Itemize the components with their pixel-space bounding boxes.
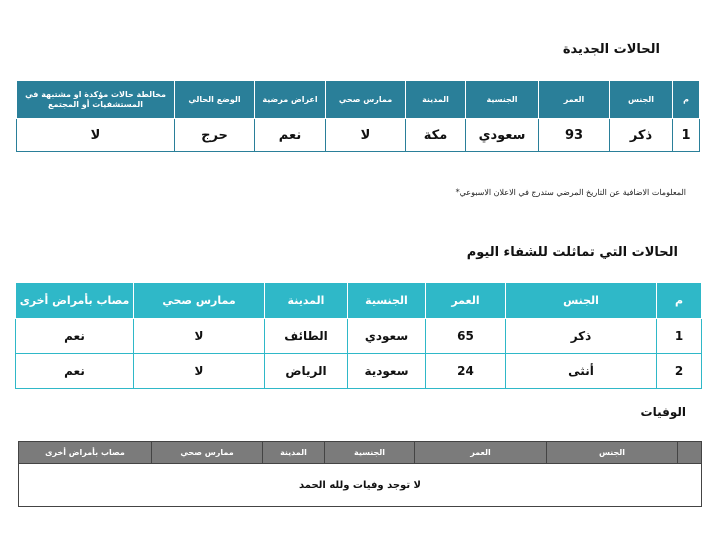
header-health-worker: ممارس صحي	[134, 283, 265, 319]
cell-nationality: سعودية	[348, 354, 426, 389]
header-age: العمر	[415, 442, 547, 464]
cell-current-status: حرج	[175, 119, 255, 152]
cell-index: 1	[657, 319, 702, 354]
header-city: المدينة	[265, 283, 348, 319]
header-symptoms: اعراض مرضية	[255, 81, 326, 119]
deaths-title: الوفيات	[640, 405, 686, 419]
new-cases-table	[16, 80, 700, 152]
no-deaths-message: لا توجد وفيات ولله الحمد	[19, 464, 702, 507]
header-nationality: الجنسية	[348, 283, 426, 319]
header-nationality: الجنسية	[466, 81, 539, 119]
cell-gender: ذكر	[506, 319, 657, 354]
new-cases-title: الحالات الجديدة	[562, 42, 660, 57]
cell-contact: لا	[17, 119, 175, 152]
table-row	[19, 464, 702, 507]
recovered-header-row	[16, 283, 702, 319]
header-gender: الجنس	[506, 283, 657, 319]
cell-index: 1	[673, 119, 700, 152]
cell-other-diseases: نعم	[16, 354, 134, 389]
header-other-diseases: مصاب بأمراض أخرى	[16, 283, 134, 319]
header-contact: مخالطة حالات مؤكدة او مشتبهة في المستشفيات أو المجتمع	[17, 81, 175, 119]
new-cases-header-row	[17, 81, 700, 119]
header-age: العمر	[539, 81, 610, 119]
footnote: المعلومات الاضافية عن التاريخ المرضي ستدرج في الاعلان الاسبوعي*	[455, 188, 686, 197]
cell-health-worker: لا	[134, 354, 265, 389]
header-index	[678, 442, 702, 464]
cell-index: 2	[657, 354, 702, 389]
deaths-header-row	[19, 442, 702, 464]
cell-health-worker: لا	[134, 319, 265, 354]
header-current-status: الوضع الحالي	[175, 81, 255, 119]
cell-age: 65	[426, 319, 506, 354]
cell-symptoms: نعم	[255, 119, 326, 152]
cell-nationality: سعودي	[348, 319, 426, 354]
table-row	[16, 354, 702, 389]
cell-health-worker: لا	[326, 119, 406, 152]
header-gender: الجنس	[610, 81, 673, 119]
header-gender: الجنس	[547, 442, 678, 464]
cell-nationality: سعودي	[466, 119, 539, 152]
deaths-table	[18, 441, 702, 507]
table-row	[16, 319, 702, 354]
header-city: المدينة	[406, 81, 466, 119]
header-health-worker: ممارس صحي	[152, 442, 263, 464]
cell-age: 93	[539, 119, 610, 152]
cell-age: 24	[426, 354, 506, 389]
header-index: م	[673, 81, 700, 119]
cell-city: مكة	[406, 119, 466, 152]
cell-city: الطائف	[265, 319, 348, 354]
header-age: العمر	[426, 283, 506, 319]
header-index: م	[657, 283, 702, 319]
recovered-table	[15, 282, 702, 389]
cell-gender: أنثى	[506, 354, 657, 389]
header-city: المدينة	[263, 442, 325, 464]
cell-gender: ذكر	[610, 119, 673, 152]
header-nationality: الجنسية	[325, 442, 415, 464]
cell-city: الرياض	[265, 354, 348, 389]
recovered-title: الحالات التي تماثلت للشفاء اليوم	[466, 245, 678, 260]
cell-other-diseases: نعم	[16, 319, 134, 354]
table-row	[17, 119, 700, 152]
header-other-diseases: مصاب بأمراض أخرى	[19, 442, 152, 464]
header-health-worker: ممارس صحي	[326, 81, 406, 119]
